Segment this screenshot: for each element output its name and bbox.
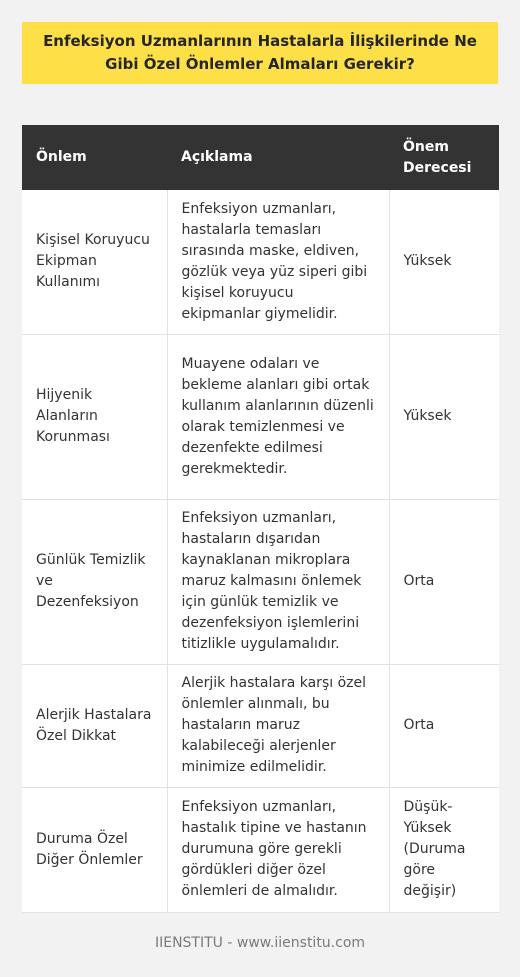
measures-table (22, 125, 499, 913)
footer-credit: IIENSTITU - www.iienstitu.com (154, 935, 366, 951)
cell-description: Enfeksiyon uzmanları, hastalık tipine ve hastanın durumuna göre gerekli gördükleri diğer özel önlemleri de almalıdır. (167, 787, 389, 912)
header-importance: Önem Derecesi (389, 125, 499, 190)
cell-measure: Kişisel Koruyucu Ekipman Kullanımı (22, 190, 167, 334)
table-row (22, 787, 499, 912)
header-measure: Önlem (22, 125, 167, 190)
cell-importance: Yüksek (389, 190, 499, 334)
cell-importance: Yüksek (389, 334, 499, 499)
table-row (22, 499, 499, 664)
cell-description: Enfeksiyon uzmanları, hastalarla temasları sırasında maske, eldiven, gözlük veya yüz siperi gibi kişisel koruyucu ekipmanlar giymelidir. (167, 190, 389, 334)
header-description: Açıklama (167, 125, 389, 190)
title-banner (22, 22, 498, 84)
table-row (22, 190, 499, 334)
page-title: Enfeksiyon Uzmanlarının Hastalarla İlişkilerinde Ne Gibi Özel Önlemler Almaları Gerekir? (43, 32, 477, 73)
cell-importance: Düşük-Yüksek (Duruma göre değişir) (389, 787, 499, 912)
cell-description: Enfeksiyon uzmanları, hastaların dışarıdan kaynaklanan mikroplara maruz kalmasını önlemek için günlük temizlik ve dezenfeksiyon işlemlerini titizlikle uygulamalıdır. (167, 499, 389, 664)
table-row (22, 664, 499, 787)
cell-measure: Duruma Özel Diğer Önlemler (22, 787, 167, 912)
cell-description: Muayene odaları ve bekleme alanları gibi ortak kullanım alanlarının düzenli olarak temizlenmesi ve dezenfekte edilmesi gerekmektedir. (167, 334, 389, 499)
table-header-row (22, 125, 499, 190)
table-row (22, 334, 499, 499)
cell-importance: Orta (389, 664, 499, 787)
cell-importance: Orta (389, 499, 499, 664)
cell-measure: Hijyenik Alanların Korunması (22, 334, 167, 499)
cell-measure: Günlük Temizlik ve Dezenfeksiyon (22, 499, 167, 664)
cell-measure: Alerjik Hastalara Özel Dikkat (22, 664, 167, 787)
cell-description: Alerjik hastalara karşı özel önlemler alınmalı, bu hastaların maruz kalabileceği alerjenler minimize edilmelidir. (167, 664, 389, 787)
